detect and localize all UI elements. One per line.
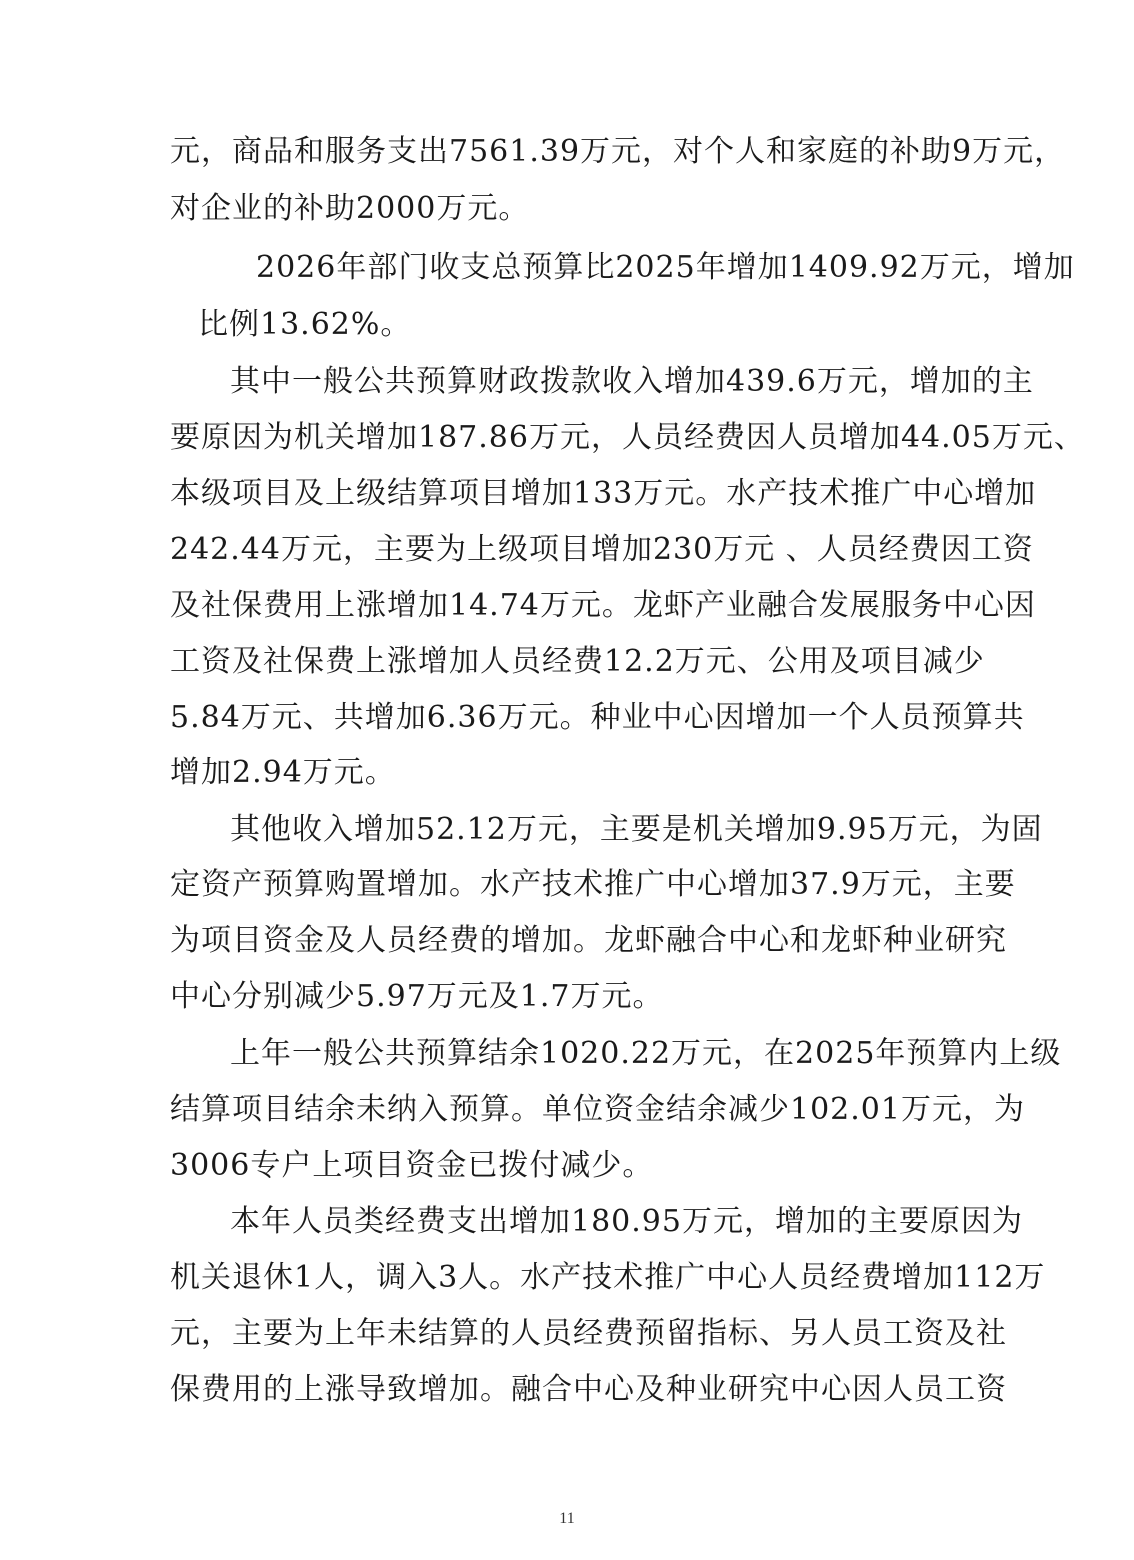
text-line: 本级项目及上级结算项目增加133万元。水产技术推广中心增加 [170,476,1037,511]
text-line: 定资产预算购置增加。水产技术推广中心增加37.9万元，主要 [170,867,1016,902]
text-line: 242.44万元，主要为上级项目增加230万元 、人员经费因工资 [170,532,1034,567]
text-line: 结算项目结余未纳入预算。单位资金结余减少102.01万元，为 [170,1092,1025,1127]
text-line: 比例13.62%。 [198,307,412,342]
text-line: 5.84万元、共增加6.36万元。种业中心因增加一个人员预算共 [170,700,1025,735]
text-line: 3006专户上项目资金已拨付减少。 [170,1148,654,1183]
text-line: 工资及社保费上涨增加人员经费12.2万元、公用及项目减少 [170,644,985,679]
text-line: 元，商品和服务支出7561.39万元，对个人和家庭的补助9万元， [170,134,1066,169]
text-line: 保费用的上涨导致增加。融合中心及种业研究中心因人员工资 [170,1372,1007,1407]
text-line: 及社保费用上涨增加14.74万元。龙虾产业融合发展服务中心因 [170,588,1036,623]
text-line: 增加2.94万元。 [170,755,396,790]
text-line: 要原因为机关增加187.86万元，人员经费因人员增加44.05万元、 [170,420,1085,455]
text-line: 机关退休1人，调入3人。水产技术推广中心人员经费增加112万 [170,1260,1046,1295]
text-line: 其中一般公共预算财政拨款收入增加439.6万元，增加的主 [230,364,1034,399]
text-line: 上年一般公共预算结余1020.22万元，在2025年预算内上级 [230,1036,1062,1071]
text-line: 为项目资金及人员经费的增加。龙虾融合中心和龙虾种业研究 [170,923,1007,958]
text-line: 本年人员类经费支出增加180.95万元，增加的主要原因为 [230,1204,1023,1239]
page-number: 11 [559,1510,575,1527]
text-line: 对企业的补助2000万元。 [170,191,530,226]
text-line: 中心分别减少5.97万元及1.7万元。 [170,979,664,1014]
text-line: 2026年部门收支总预算比2025年增加1409.92万元，增加 [256,250,1075,285]
text-line: 元，主要为上年未结算的人员经费预留指标、另人员工资及社 [170,1316,1007,1351]
text-line: 其他收入增加52.12万元，主要是机关增加9.95万元，为固 [230,812,1043,847]
